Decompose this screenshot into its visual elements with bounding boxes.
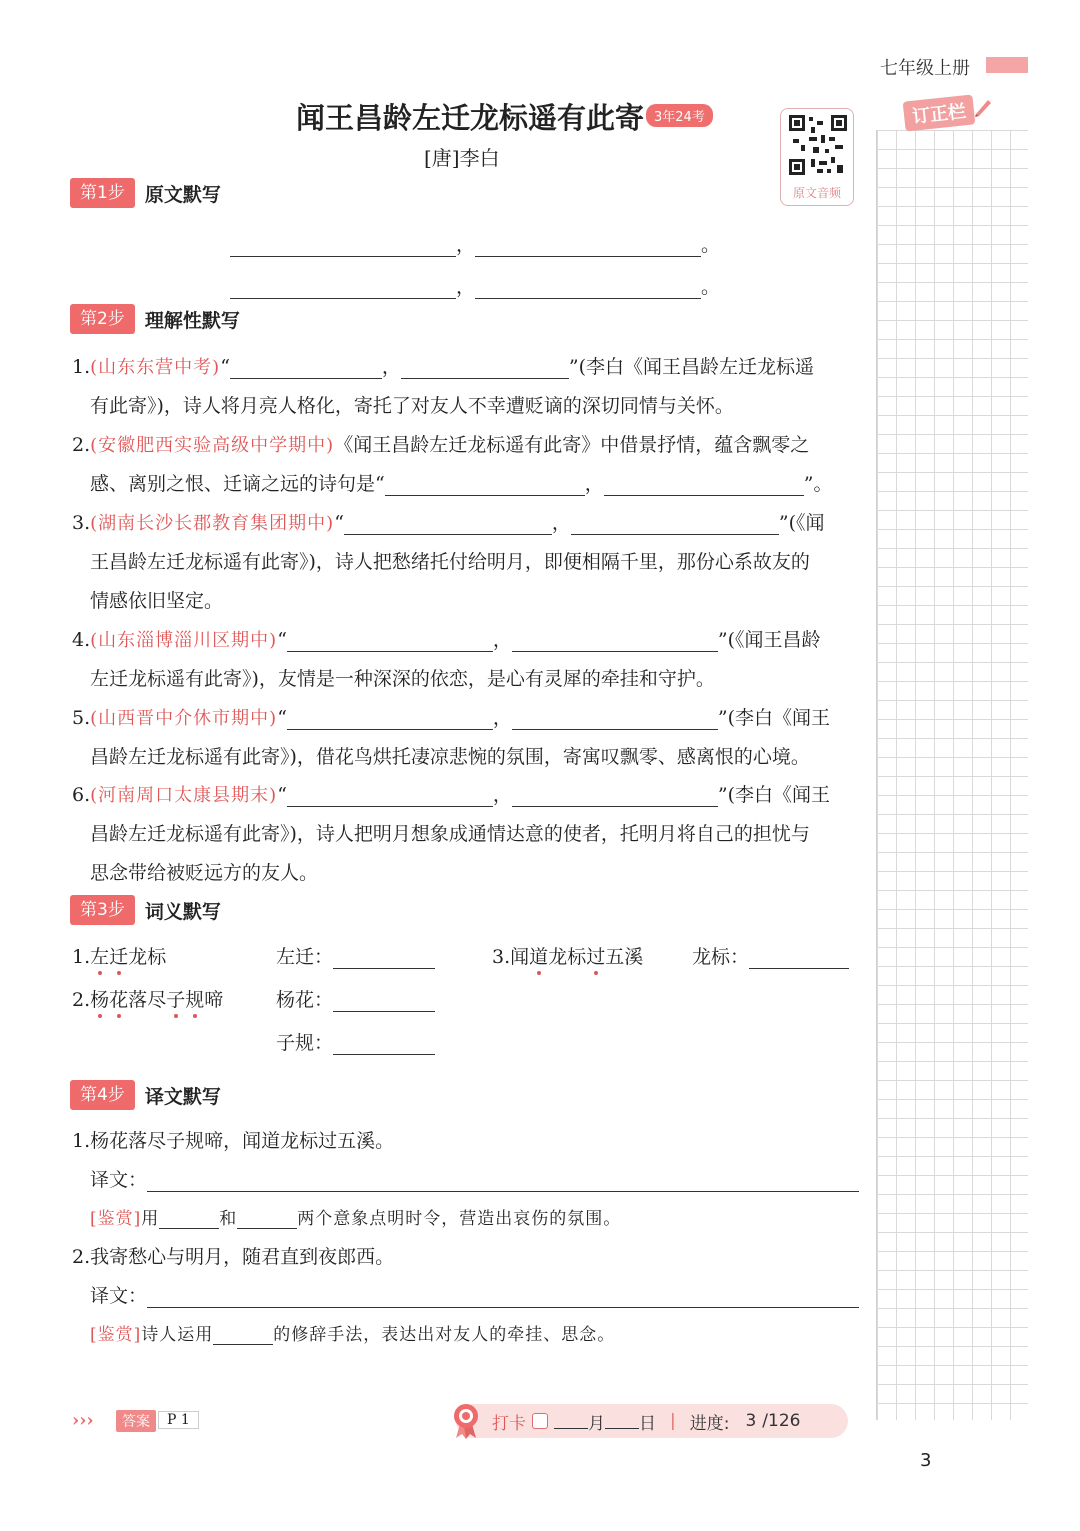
question-3: 3.(湖南长沙长郡教育集团期中)“ ， ”(《闻 [72, 512, 825, 534]
qr-label: 原文音频 [792, 186, 841, 200]
question-6-line-2: 昌龄左迁龙标遥有此寄》)，诗人把明月想象成通情达意的使者，托明月将自己的担忧与 [90, 823, 810, 845]
step-3-header [70, 895, 221, 925]
answer-blank[interactable] [604, 476, 804, 496]
answer-blank[interactable] [512, 632, 718, 652]
correction-label: 订正栏 [903, 94, 976, 131]
answer-blank[interactable] [512, 787, 718, 807]
answer-blank[interactable] [344, 515, 552, 535]
poem-author: [唐]李白 [424, 146, 500, 170]
question-source: (河南周口太康县期末) [90, 785, 278, 806]
step-name: 原文默写 [144, 183, 221, 206]
arrow-icon: ››› [72, 1410, 94, 1431]
translation-field-1: 译文： [90, 1165, 859, 1192]
step-tag: 第1步 [70, 178, 135, 208]
translation-item-2: 2.我寄愁心与明月，随君直到夜郎西。 [72, 1246, 395, 1268]
translation-blank[interactable] [147, 1172, 859, 1192]
vocab-item-2: 2.杨花落尽子规啼 [72, 989, 224, 1011]
question-3-line-2: 王昌龄左迁龙标遥有此寄》)，诗人把愁绪托付给明月，即便相隔千里，那份心系故友的 [90, 551, 810, 573]
answer-blank[interactable] [571, 515, 779, 535]
translation-item-1: 1.杨花落尽子规啼，闻道龙标过五溪。 [72, 1130, 395, 1152]
question-5-line-2: 昌龄左迁龙标遥有此寄》)，借花鸟烘托凄凉悲惋的氛围，寄寓叹飘零、感离恨的心境。 [90, 746, 810, 768]
checkin-label: 打卡 [492, 1413, 526, 1434]
pencil-icon [972, 96, 994, 118]
answer-tag: 答案 [116, 1410, 156, 1432]
recite-line-2: ， 。 [230, 272, 720, 299]
step-1-header [70, 178, 221, 208]
step-4-header [70, 1080, 221, 1110]
question-source: (安徽肥西实验高级中学期中) [90, 435, 335, 456]
grade-bar [986, 57, 1028, 73]
answer-page-ref[interactable]: P 1 [158, 1411, 199, 1429]
page-number: 3 [920, 1450, 932, 1471]
step-2-header [70, 304, 240, 334]
answer-blank[interactable] [230, 279, 456, 299]
question-source: (山东淄博淄川区期中) [90, 630, 278, 651]
recite-line-1: ， 。 [230, 230, 720, 257]
answer-blank[interactable] [333, 949, 435, 969]
answer-blank[interactable] [230, 359, 382, 379]
question-source: (山东东营中考) [90, 357, 221, 378]
step-tag: 第2步 [70, 304, 135, 334]
answer-blank[interactable] [333, 1035, 435, 1055]
translation-field-2: 译文： [90, 1281, 859, 1308]
appreciation-2: [鉴赏]诗人运用 的修辞手法，表达出对友人的牵挂、思念。 [90, 1325, 616, 1345]
vocab-item-3: 3.闻道龙标过五溪 [492, 946, 644, 968]
answer-blank[interactable] [475, 279, 701, 299]
answer-blank[interactable] [237, 1209, 297, 1229]
checkin-bar: 打卡 月 日 | 进度: 3 /126 [456, 1404, 848, 1438]
answer-blank[interactable] [333, 992, 435, 1012]
day-blank[interactable] [605, 1413, 639, 1429]
answer-blank[interactable] [475, 237, 701, 257]
progress-current: 3 [745, 1411, 757, 1431]
answer-blank[interactable] [213, 1325, 273, 1345]
question-2: 2.(安徽肥西实验高级中学期中)《闻王昌龄左迁龙标遥有此寄》中借景抒情，蕴含飘零之 [72, 434, 810, 456]
question-source: (山西晋中介休市期中) [90, 708, 278, 729]
step-name: 译文默写 [144, 1085, 221, 1108]
question-5: 5.(山西晋中介休市期中)“ ， ”(李白《闻王 [72, 707, 831, 729]
question-2-line-2: 感、离别之恨、迁谪之远的诗句是“ ， ”。 [90, 473, 833, 495]
grade-label: 七年级上册 [880, 58, 970, 79]
step-tag: 第4步 [70, 1080, 135, 1110]
answer-blank[interactable] [230, 237, 456, 257]
answer-blank[interactable] [287, 710, 493, 730]
progress-total: /126 [762, 1411, 801, 1431]
translation-blank[interactable] [147, 1288, 859, 1308]
progress-label: 进度: [689, 1413, 730, 1434]
question-1-line-2: 有此寄》)，诗人将月亮人格化，寄托了对友人不幸遭贬谪的深切同情与关怀。 [90, 395, 734, 417]
correction-grid [876, 130, 1028, 1420]
question-source: (湖南长沙长郡教育集团期中) [90, 513, 335, 534]
step-name: 理解性默写 [144, 309, 240, 332]
appreciation-1: [鉴赏]用 和 两个意象点明时令，营造出哀伤的氛围。 [90, 1209, 622, 1229]
question-3-line-3: 情感依旧坚定。 [90, 590, 224, 612]
answer-blank[interactable] [385, 476, 585, 496]
medal-icon [450, 1402, 482, 1440]
step-tag: 第3步 [70, 895, 135, 925]
qr-icon [789, 115, 847, 177]
question-4-line-2: 左迁龙标遥有此寄》)，友情是一种深深的依恋，是心有灵犀的牵挂和守护。 [90, 668, 715, 690]
vocab-field-yanghua: 杨花： [276, 985, 435, 1012]
exam-count-badge: 3年24考 [646, 104, 713, 127]
answer-blank[interactable] [159, 1209, 219, 1229]
vocab-field-zigui: 子规： [276, 1028, 435, 1055]
answer-blank[interactable] [401, 359, 569, 379]
step-name: 词义默写 [144, 900, 221, 923]
page-title: 闻王昌龄左迁龙标遥有此寄 [296, 101, 645, 135]
question-6-line-3: 思念带给被贬远方的友人。 [90, 862, 319, 884]
answer-blank[interactable] [287, 632, 493, 652]
vocab-field-longbiao: 龙标： [692, 942, 849, 969]
divider: | [670, 1411, 676, 1431]
checkin-checkbox[interactable] [532, 1413, 548, 1429]
vocab-field-zuoqian: 左迁： [276, 942, 435, 969]
question-4: 4.(山东淄博淄川区期中)“ ， ”(《闻王昌龄 [72, 629, 821, 651]
answer-blank[interactable] [287, 787, 493, 807]
answer-blank[interactable] [749, 949, 849, 969]
question-1: 1.(山东东营中考)“ ， ”(李白《闻王昌龄左迁龙标遥 [72, 356, 815, 378]
qr-code[interactable] [780, 108, 854, 206]
month-blank[interactable] [554, 1413, 588, 1429]
answer-blank[interactable] [512, 710, 718, 730]
question-6: 6.(河南周口太康县期末)“ ， ”(李白《闻王 [72, 784, 831, 806]
vocab-item-1: 1.左迁龙标 [72, 946, 167, 968]
